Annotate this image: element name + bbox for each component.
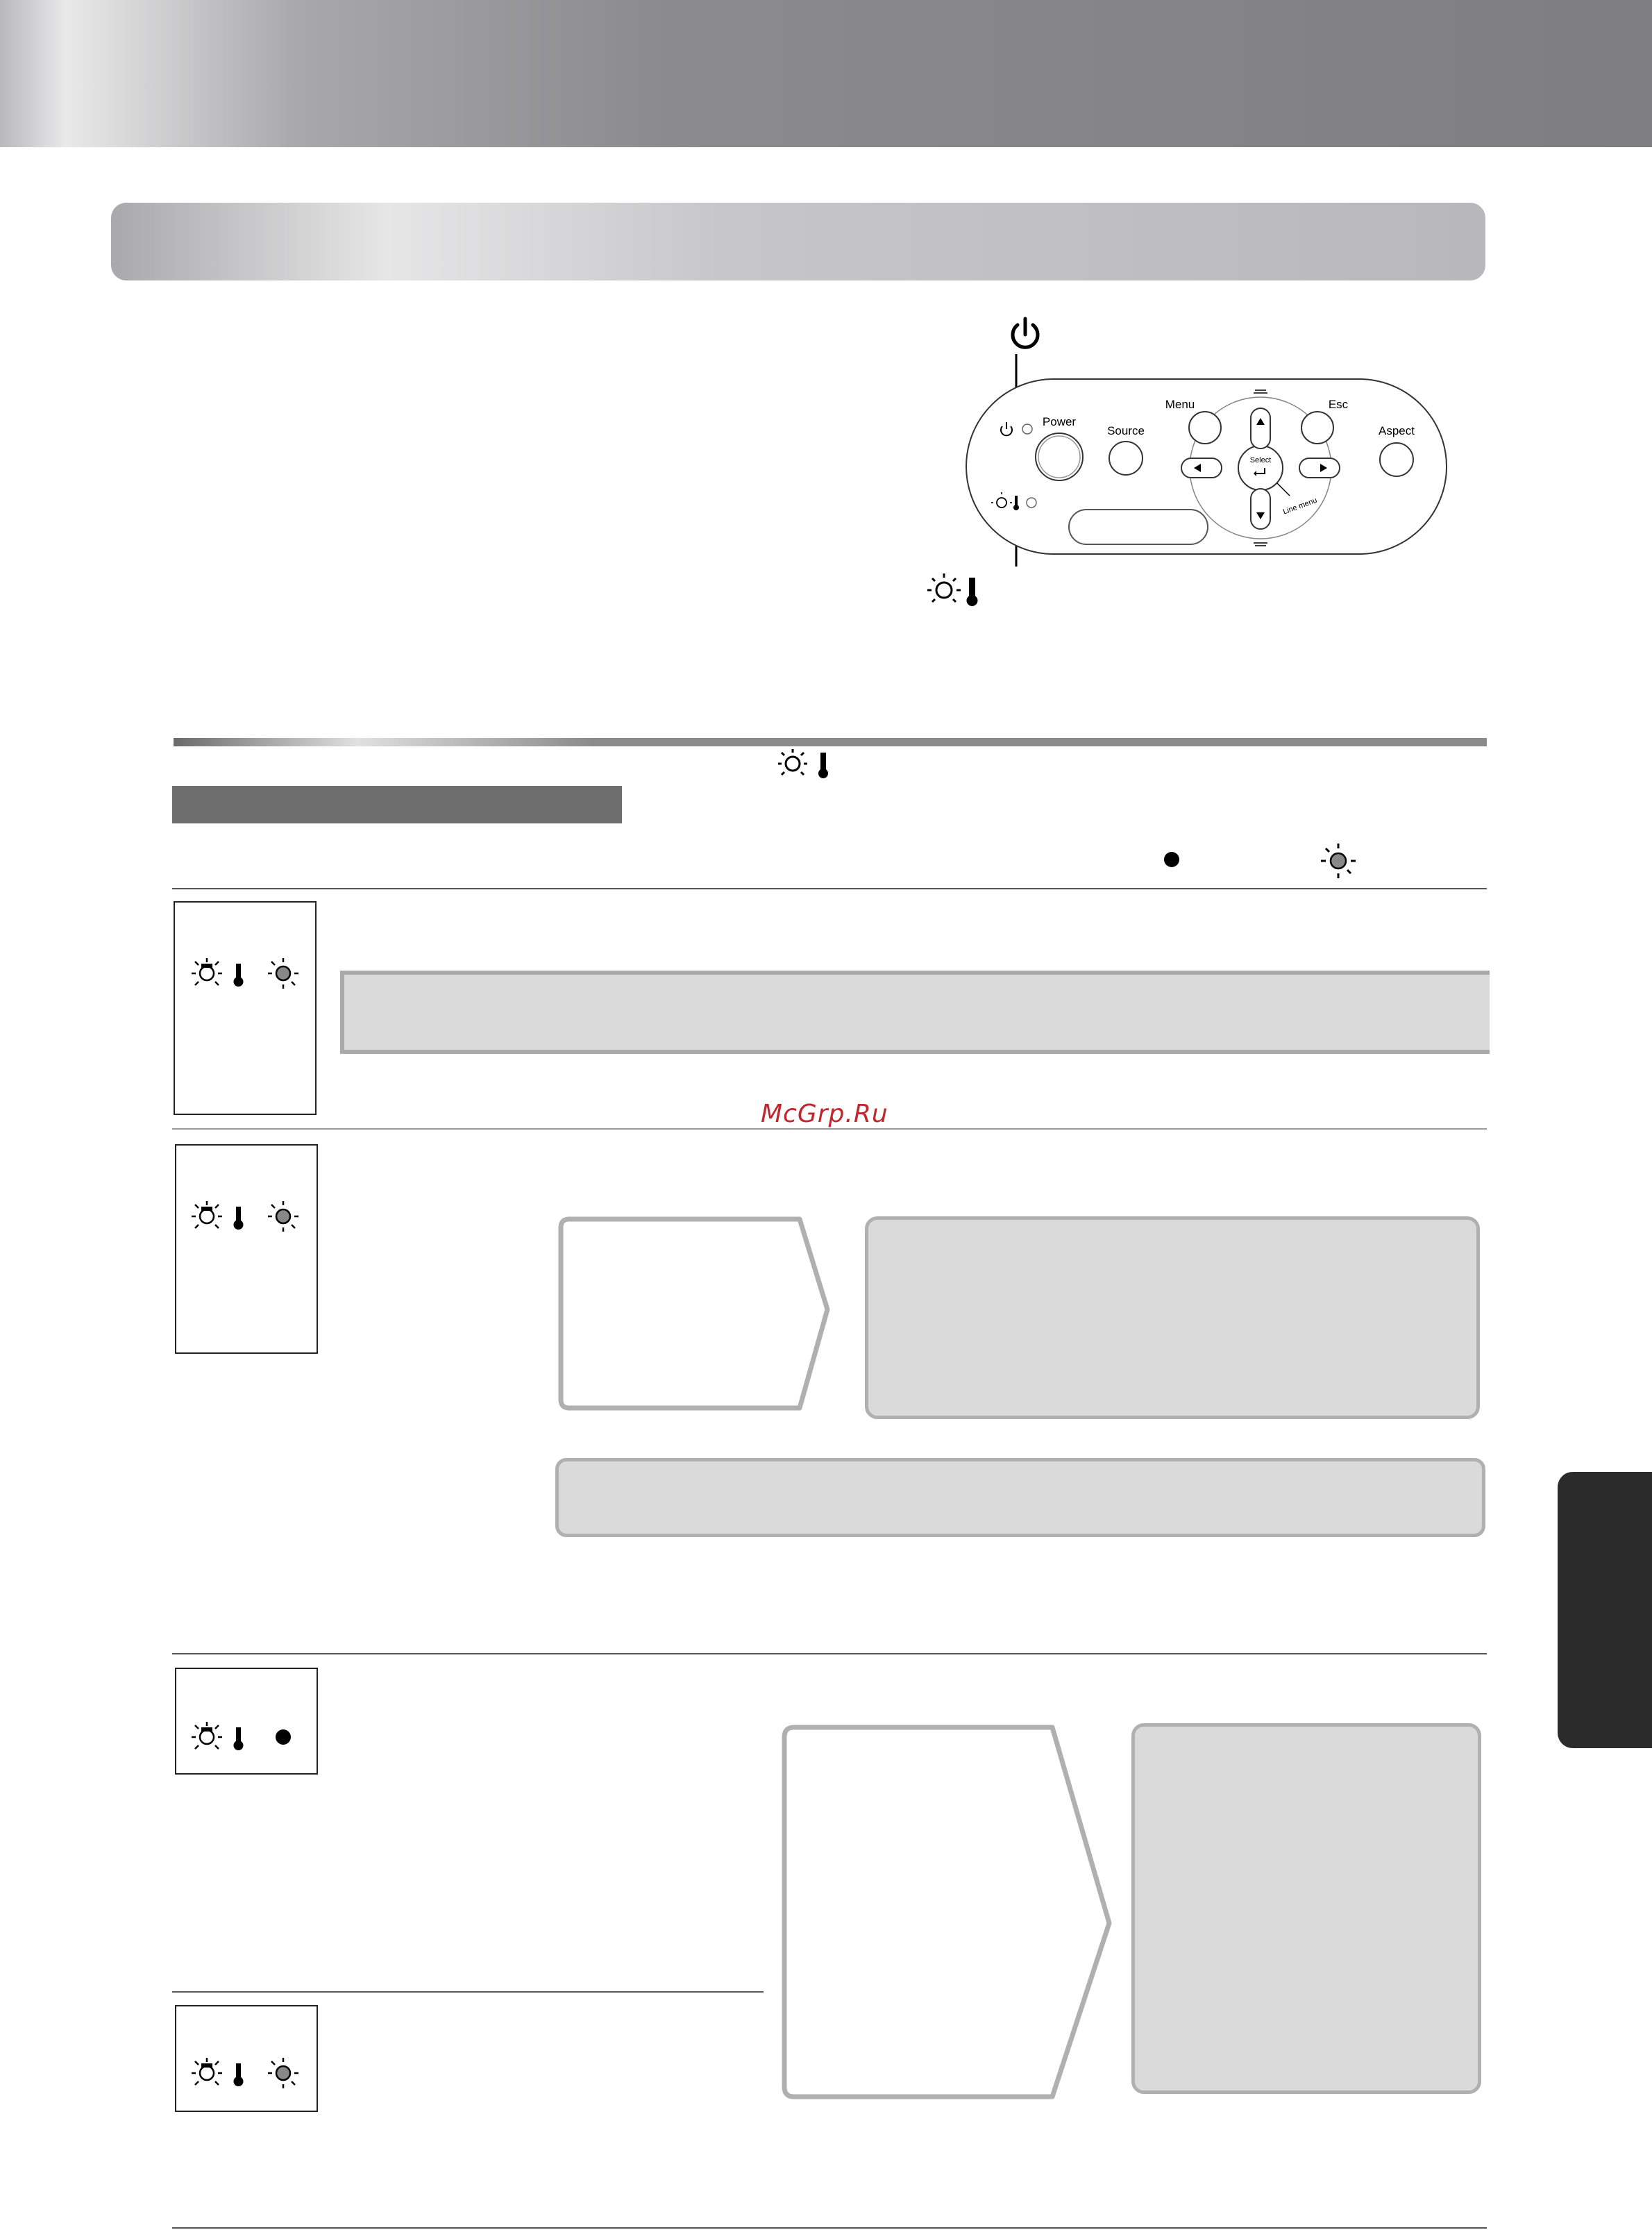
flow-arrow-box (779, 1722, 1118, 2102)
subsection-heading (172, 786, 622, 823)
power-icon (1008, 317, 1043, 354)
table-rule (172, 2227, 1487, 2229)
flashing-dot-icon (1319, 841, 1358, 880)
indicator-box (175, 1144, 318, 1354)
note-panel (555, 1458, 1485, 1537)
aspect-button-label: Aspect (1379, 424, 1415, 437)
row-indicator-flashing (187, 2051, 305, 2093)
power-button-label: Power (1042, 415, 1077, 428)
indicator-box (174, 901, 317, 1115)
watermark: McGrp.Ru (761, 1100, 888, 1128)
lamp-temp-icon (927, 569, 986, 608)
row-indicator-flashing (187, 1194, 305, 1236)
chapter-tab (1558, 1472, 1652, 1748)
table-rule (172, 1128, 1487, 1130)
section-title-bar (111, 203, 1485, 280)
source-button-label: Source (1107, 424, 1145, 437)
line-menu-label: Line menu (1281, 496, 1319, 517)
row-indicator-lit (187, 1715, 305, 1757)
filled-dot-icon (1162, 850, 1181, 869)
lamp-temp-icon (777, 746, 836, 780)
result-panel (865, 1216, 1480, 1419)
result-panel (1131, 1723, 1481, 2094)
esc-button-label: Esc (1328, 398, 1349, 411)
flow-arrow-box (555, 1214, 834, 1415)
control-panel-diagram (963, 354, 1449, 604)
row-indicator-flashing (187, 951, 305, 993)
table-rule (172, 888, 1487, 889)
note-panel (340, 971, 1490, 1054)
header-band (0, 0, 1652, 147)
table-rule (172, 1991, 764, 1993)
table-rule (172, 1653, 1487, 1654)
menu-button-label: Menu (1165, 398, 1195, 411)
select-button-label: Select (1249, 456, 1272, 464)
